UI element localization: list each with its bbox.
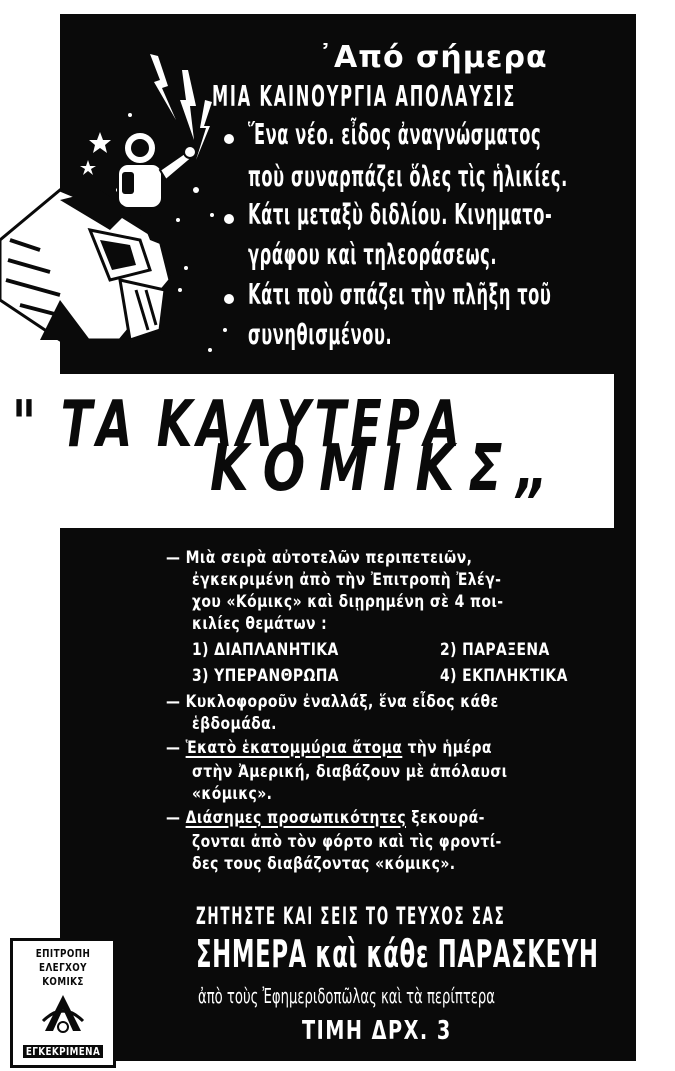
price: ΤΙΜΗ ΔΡΧ. 3 [302,1016,452,1046]
body-text: τὴν ἡμέρα [402,738,492,758]
body-line: ἑβδομάδα. [192,714,277,734]
stamp-line-2: ΕΛΕΓΧΟΥ [39,961,87,974]
body-line: κιλίες θεμάτων : [192,614,328,634]
category-4: 4) ΕΚΠΛΗΚΤΙΚΑ [440,666,568,686]
category-1: 1) ΔΙΑΠΛΑΝΗΤΙΚΑ [192,640,339,660]
comics-approval-stamp-icon [10,938,116,1068]
body-line: στὴν Ἀμερική, διαβάζουν μὲ ἀπόλαυσι [192,762,508,782]
body-line [166,808,485,828]
black-edge-strip [614,360,636,530]
dash: — [166,738,186,758]
cta-line-2: ΣΗΜΕΡΑ καὶ κάθε ΠΑΡΑΣΚΕΥΗ [196,932,599,976]
body-text: ξεκουρά- [405,808,485,828]
lightning-bolt-icon [150,54,212,160]
rocket-icon [0,190,175,340]
title-line-2: ΚΟΜΙΚΣ„ [210,432,563,506]
body-line: ἐγκεκριμένη ἀπὸ τὴν Ἐπιτροπὴ Ἐλέγ- [192,570,502,590]
intro-line-5: Κάτι ποὺ σπάζει τὴν πλῆξη τοῦ [248,278,552,311]
stamp-emblem-icon [37,991,89,1039]
body-line [166,738,492,758]
title-line-1: " ΤΑ ΚΑΛΥΤΕΡΑ [12,388,465,462]
body-line: ζονται ἀπὸ τὸν φόρτο καὶ τὶς φροντί- [192,832,502,852]
category-2: 2) ΠΑΡΑΞΕΝΑ [440,640,550,660]
stamp-bottom: ΕΓΚΕΚΡΙΜΕΝΑ [23,1045,103,1058]
body-line: χου «Κόμικς» καὶ διῃρημένη σὲ 4 ποι- [192,592,504,612]
stamp-line-3: ΚΟΜΙΚΣ [42,975,84,988]
intro-line-4: γράφου καὶ τηλεοράσεως. [248,238,498,271]
cta-line-1: ΖΗΤΗΣΤΕ ΚΑΙ ΣΕΙΣ ΤΟ ΤΕΥΧΟΣ ΣΑΣ [196,902,506,930]
body-line: «κόμικς». [192,784,273,804]
intro-line-6: συνηθισμένου. [248,318,393,351]
subheadline: ΜΙΑ ΚΑΙΝΟΥΡΓΙΑ ΑΠΟΛΑΥΣΙΣ [212,80,517,113]
bullet-dot [224,134,234,144]
stamp-line-1: ΕΠΙΤΡΟΠΗ [35,947,91,960]
underlined-phrase: Διάσημες προσωπικότητες [185,808,406,828]
bullet-dot [224,214,234,224]
intro-line-2: ποὺ συναρπάζει ὅλες τὶς ἡλικίες. [248,160,568,193]
intro-line-1: Ἕνα νέο. εἶδος ἀναγνώσματος [248,118,542,151]
intro-line-3: Κάτι μεταξὺ διδλίου. Κινηματο- [248,198,553,231]
dash: — [166,808,186,828]
rocket-illustration-icon [0,40,240,360]
body-line: — Μιὰ σειρὰ αὐτοτελῶν περιπετειῶν, [166,548,473,568]
bullet-dot [224,294,234,304]
body-line: — Κυκλοφοροῦν ἐναλλάξ, ἕνα εἶδος κάθε [166,692,499,712]
astronaut-icon [118,132,196,208]
cta-line-3: ἀπὸ τοὺς Ἐφημεριδοπῶλας καὶ τὰ περίπτερα [198,984,495,1008]
underlined-phrase: Ἑκατὸ ἑκατομμύρια ἄτομα [185,738,403,758]
headline: ᾽Από σήμερα [318,40,548,75]
category-3: 3) ΥΠΕΡΑΝΘΡΩΠΑ [192,666,339,686]
body-line: δες τους διαβάζοντας «κόμικς». [192,854,456,874]
